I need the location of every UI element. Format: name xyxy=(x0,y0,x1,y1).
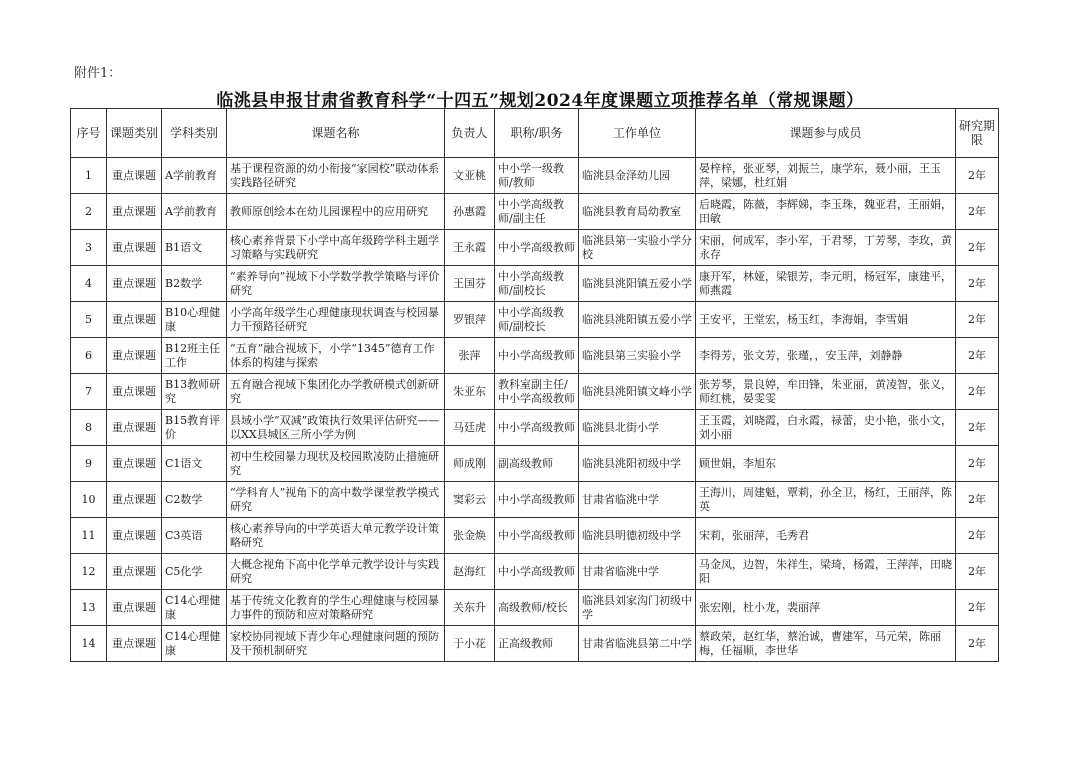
header-position: 职称/职务 xyxy=(495,109,579,158)
cell-unit: 临洮县洮阳镇五爱小学 xyxy=(579,302,696,338)
cell-position: 中小学高级教师/副校长 xyxy=(495,266,579,302)
table-row xyxy=(71,302,999,338)
header-topic: 课题名称 xyxy=(227,109,445,158)
table-row xyxy=(71,590,999,626)
cell-position: 中小学高级教师 xyxy=(495,230,579,266)
cell-topic: 教师原创绘本在幼儿园课程中的应用研究 xyxy=(227,194,445,230)
cell-topic: “五育”融合视域下，小学“1345”德育工作体系的构建与探索 xyxy=(227,338,445,374)
cell-subject: C5化学 xyxy=(162,554,227,590)
cell-no: 9 xyxy=(71,446,107,482)
header-no: 序号 xyxy=(71,109,107,158)
table-row xyxy=(71,626,999,662)
table-row xyxy=(71,554,999,590)
cell-unit: 临洮县第三实验小学 xyxy=(579,338,696,374)
cell-category: 重点课题 xyxy=(107,374,162,410)
cell-unit: 临洮县洮阳初级中学 xyxy=(579,446,696,482)
cell-category: 重点课题 xyxy=(107,482,162,518)
table-row xyxy=(71,374,999,410)
cell-leader: 于小花 xyxy=(445,626,495,662)
table-row xyxy=(71,266,999,302)
cell-members: 王海川，周建魁，覃莉，孙全卫，杨红，王丽萍，陈英 xyxy=(696,482,956,518)
cell-leader: 文亚桃 xyxy=(445,158,495,194)
cell-leader: 孙惠霞 xyxy=(445,194,495,230)
table-row xyxy=(71,338,999,374)
cell-no: 13 xyxy=(71,590,107,626)
cell-no: 14 xyxy=(71,626,107,662)
cell-period: 2年 xyxy=(956,410,999,446)
table-row xyxy=(71,410,999,446)
cell-members: 王玉霞，刘晓霞，白永霞，禄蕾，史小艳，张小文，刘小丽 xyxy=(696,410,956,446)
cell-members: 后晓霞，陈薇，李辉娣，李玉珠，魏亚君，王丽娟，田敏 xyxy=(696,194,956,230)
table-row xyxy=(71,194,999,230)
cell-subject: C3英语 xyxy=(162,518,227,554)
table-body xyxy=(71,158,999,662)
cell-period: 2年 xyxy=(956,158,999,194)
cell-period: 2年 xyxy=(956,374,999,410)
cell-position: 中小学高级教师 xyxy=(495,518,579,554)
cell-period: 2年 xyxy=(956,482,999,518)
cell-no: 6 xyxy=(71,338,107,374)
cell-subject: C14心理健康 xyxy=(162,590,227,626)
cell-no: 3 xyxy=(71,230,107,266)
cell-position: 中小学高级教师/副主任 xyxy=(495,194,579,230)
header-unit: 工作单位 xyxy=(579,109,696,158)
cell-members: 晏梓梓，张亚琴，刘振兰，康学东，聂小丽，王玉萍，梁娜，杜红娟 xyxy=(696,158,956,194)
cell-no: 5 xyxy=(71,302,107,338)
cell-period: 2年 xyxy=(956,518,999,554)
cell-unit: 甘肃省临洮县第二中学 xyxy=(579,626,696,662)
cell-category: 重点课题 xyxy=(107,230,162,266)
cell-category: 重点课题 xyxy=(107,446,162,482)
table-row xyxy=(71,482,999,518)
cell-period: 2年 xyxy=(956,446,999,482)
cell-category: 重点课题 xyxy=(107,590,162,626)
cell-members: 李得芳，张文芳，张瑾，，安玉萍，刘静静 xyxy=(696,338,956,374)
cell-unit: 临洮县刘家沟门初级中学 xyxy=(579,590,696,626)
cell-no: 12 xyxy=(71,554,107,590)
cell-leader: 马廷虎 xyxy=(445,410,495,446)
cell-position: 中小学高级教师 xyxy=(495,482,579,518)
cell-leader: 罗银萍 xyxy=(445,302,495,338)
cell-topic: 家校协同视域下青少年心理健康问题的预防及干预机制研究 xyxy=(227,626,445,662)
cell-subject: C14心理健康 xyxy=(162,626,227,662)
cell-position: 中小学高级教师 xyxy=(495,338,579,374)
cell-unit: 临洮县教育局幼教室 xyxy=(579,194,696,230)
header-category: 课题类别 xyxy=(107,109,162,158)
cell-members: 蔡政荣，赵红华，蔡治诚，曹建军，马元荣，陈丽梅，任福顺，李世华 xyxy=(696,626,956,662)
cell-position: 高级教师/校长 xyxy=(495,590,579,626)
cell-leader: 张金焕 xyxy=(445,518,495,554)
cell-subject: C1语文 xyxy=(162,446,227,482)
cell-period: 2年 xyxy=(956,626,999,662)
cell-members: 张芳琴，景良婷，牟田锋，朱亚丽，黄凌智，张义，师红桃，晏雯雯 xyxy=(696,374,956,410)
cell-period: 2年 xyxy=(956,266,999,302)
cell-unit: 甘肃省临洮中学 xyxy=(579,554,696,590)
cell-topic: 县域小学“双减”政策执行效果评估研究——以XX县城区三所小学为例 xyxy=(227,410,445,446)
header-leader: 负责人 xyxy=(445,109,495,158)
cell-subject: B2数学 xyxy=(162,266,227,302)
table-row xyxy=(71,158,999,194)
cell-period: 2年 xyxy=(956,194,999,230)
cell-leader: 师成刚 xyxy=(445,446,495,482)
cell-position: 教科室副主任/中小学高级教师 xyxy=(495,374,579,410)
cell-subject: A学前教育 xyxy=(162,158,227,194)
cell-members: 王安平，王堂宏，杨玉红，李海娟，李雪娟 xyxy=(696,302,956,338)
cell-topic: 基于传统文化教育的学生心理健康与校园暴力事件的预防和应对策略研究 xyxy=(227,590,445,626)
cell-period: 2年 xyxy=(956,338,999,374)
cell-leader: 赵海红 xyxy=(445,554,495,590)
cell-no: 7 xyxy=(71,374,107,410)
cell-category: 重点课题 xyxy=(107,266,162,302)
header-members: 课题参与成员 xyxy=(696,109,956,158)
cell-category: 重点课题 xyxy=(107,554,162,590)
cell-subject: B12班主任工作 xyxy=(162,338,227,374)
cell-members: 宋莉，张丽萍，毛秀君 xyxy=(696,518,956,554)
cell-no: 11 xyxy=(71,518,107,554)
cell-members: 顾世娟，李旭东 xyxy=(696,446,956,482)
cell-subject: B13教师研究 xyxy=(162,374,227,410)
cell-unit: 临洮县北街小学 xyxy=(579,410,696,446)
cell-category: 重点课题 xyxy=(107,302,162,338)
cell-members: 宋丽，何成军，李小军，于君琴，丁芳琴，李玫，黄永存 xyxy=(696,230,956,266)
cell-unit: 临洮县第一实验小学分校 xyxy=(579,230,696,266)
cell-subject: B1语文 xyxy=(162,230,227,266)
table-row xyxy=(71,230,999,266)
header-subject: 学科类别 xyxy=(162,109,227,158)
cell-leader: 王国芬 xyxy=(445,266,495,302)
cell-position: 正高级教师 xyxy=(495,626,579,662)
cell-topic: “学科育人”视角下的高中数学课堂教学模式研究 xyxy=(227,482,445,518)
cell-subject: B10心理健康 xyxy=(162,302,227,338)
cell-position: 中小学高级教师 xyxy=(495,410,579,446)
cell-unit: 临洮县金泽幼儿园 xyxy=(579,158,696,194)
table-header-row xyxy=(71,109,999,158)
cell-category: 重点课题 xyxy=(107,194,162,230)
cell-subject: A学前教育 xyxy=(162,194,227,230)
cell-leader: 窦彩云 xyxy=(445,482,495,518)
cell-category: 重点课题 xyxy=(107,338,162,374)
cell-position: 中小学高级教师/副校长 xyxy=(495,302,579,338)
cell-topic: 核心素养背景下小学中高年级跨学科主题学习策略与实践研究 xyxy=(227,230,445,266)
cell-period: 2年 xyxy=(956,302,999,338)
cell-topic: 初中生校园暴力现状及校园欺凌防止措施研究 xyxy=(227,446,445,482)
cell-category: 重点课题 xyxy=(107,410,162,446)
cell-period: 2年 xyxy=(956,590,999,626)
attachment-label: 附件1： xyxy=(74,66,122,81)
cell-members: 康开军，林娅，梁银芳，李元明，杨冠军，康建平，师燕霞 xyxy=(696,266,956,302)
cell-category: 重点课题 xyxy=(107,518,162,554)
cell-no: 8 xyxy=(71,410,107,446)
cell-period: 2年 xyxy=(956,230,999,266)
cell-no: 2 xyxy=(71,194,107,230)
cell-members: 马金凤，边智，朱祥生，梁琦，杨霞，王萍萍，田晓阳 xyxy=(696,554,956,590)
cell-unit: 临洮县洮阳镇五爱小学 xyxy=(579,266,696,302)
cell-position: 中小学高级教师 xyxy=(495,554,579,590)
table-row xyxy=(71,518,999,554)
cell-category: 重点课题 xyxy=(107,626,162,662)
table-row xyxy=(71,446,999,482)
cell-topic: 小学高年级学生心理健康现状调查与校园暴力干预路径研究 xyxy=(227,302,445,338)
cell-unit: 临洮县洮阳镇文峰小学 xyxy=(579,374,696,410)
cell-unit: 临洮县明德初级中学 xyxy=(579,518,696,554)
cell-topic: “素养导向”视域下小学数学教学策略与评价研究 xyxy=(227,266,445,302)
cell-category: 重点课题 xyxy=(107,158,162,194)
recommendation-table xyxy=(70,108,999,662)
page-title: 临洮县申报甘肃省教育科学“十四五”规划2024年度课题立项推荐名单（常规课题） xyxy=(216,91,864,111)
cell-no: 1 xyxy=(71,158,107,194)
cell-topic: 大概念视角下高中化学单元教学设计与实践研究 xyxy=(227,554,445,590)
cell-topic: 基于课程资源的幼小衔接“家园校”联动体系实践路径研究 xyxy=(227,158,445,194)
cell-unit: 甘肃省临洮中学 xyxy=(579,482,696,518)
cell-topic: 五育融合视域下集团化办学教研模式创新研究 xyxy=(227,374,445,410)
cell-leader: 王永霞 xyxy=(445,230,495,266)
cell-leader: 关东升 xyxy=(445,590,495,626)
cell-topic: 核心素养导向的中学英语大单元教学设计策略研究 xyxy=(227,518,445,554)
cell-no: 10 xyxy=(71,482,107,518)
cell-subject: C2数学 xyxy=(162,482,227,518)
header-period: 研究期限 xyxy=(956,109,999,158)
cell-subject: B15教育评价 xyxy=(162,410,227,446)
cell-leader: 张萍 xyxy=(445,338,495,374)
cell-no: 4 xyxy=(71,266,107,302)
cell-period: 2年 xyxy=(956,554,999,590)
cell-members: 张宏刚，杜小龙，裴丽萍 xyxy=(696,590,956,626)
cell-leader: 朱亚东 xyxy=(445,374,495,410)
cell-position: 副高级教师 xyxy=(495,446,579,482)
cell-position: 中小学一级教师/教师 xyxy=(495,158,579,194)
